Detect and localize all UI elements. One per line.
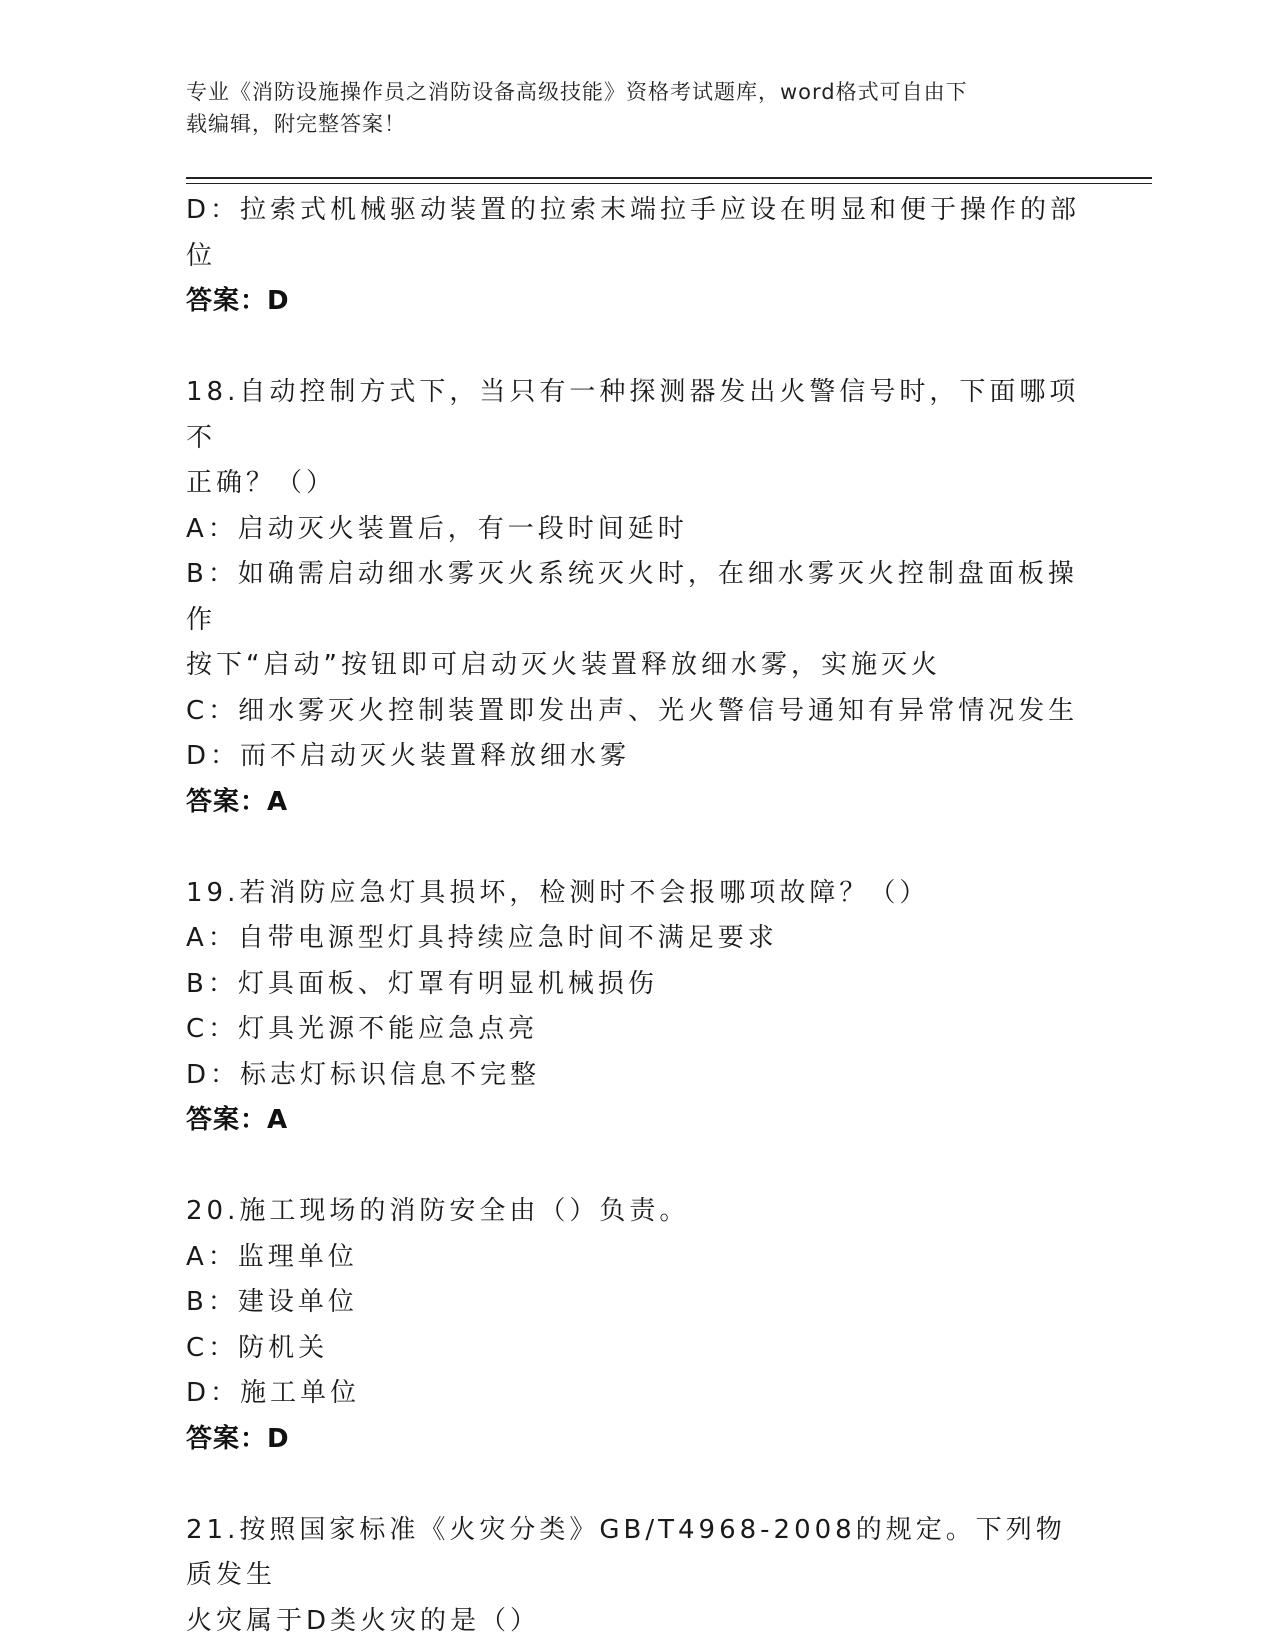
question-19-number: 19. [186, 877, 240, 908]
question-18 [186, 370, 1086, 825]
question-19-answer: 答案：A [186, 1105, 289, 1135]
spacer [186, 1462, 1086, 1508]
question-20-option-b: B：建设单位 [186, 1287, 358, 1317]
question-19-text-line-1: 19.若消防应急灯具损坏，检测时不会报哪项故障？（） [186, 877, 930, 908]
question-18-text-line-1: 18.自动控制方式下，当只有一种探测器发出火警信号时，下面哪项不 [186, 377, 1080, 453]
question-list [186, 188, 1086, 1644]
spacer [186, 825, 1086, 871]
question-19-option-a: A：自带电源型灯具持续应急时间不满足要求 [186, 923, 778, 953]
question-20-option-d: D：施工单位 [186, 1378, 361, 1408]
question-18-option-b-line-2: 按下“启动”按钮即可启动灭火装置释放细水雾，实施灭火 [186, 650, 941, 680]
header-rule-thin [186, 183, 1152, 184]
header-line-2: 载编辑，附完整答案！ [186, 112, 406, 136]
prev-question-option-d: D：拉索式机械驱动装置的拉索末端拉手应设在明显和便于操作的部位 [186, 195, 1081, 271]
question-21-text-line-2: 火灾属于D类火灾的是（） [186, 1605, 541, 1636]
prev-question-answer: 答案：D [186, 286, 290, 316]
spacer [186, 1144, 1086, 1190]
question-18-option-a: A：启动灭火装置后，有一段时间延时 [186, 513, 688, 544]
document-header [186, 76, 1066, 140]
question-21-number: 21. [186, 1514, 240, 1545]
question-19-option-c: C：灯具光源不能应急点亮 [186, 1014, 539, 1044]
question-18-number: 18. [186, 377, 240, 407]
question-20-text-line-1: 20.施工现场的消防安全由（）负责。 [186, 1196, 690, 1226]
question-19-option-b: B：灯具面板、灯罩有明显机械损伤 [186, 968, 658, 999]
question-20-answer: 答案：D [186, 1423, 290, 1454]
question-18-option-c: C：细水雾灭火控制装置即发出声、光火警信号通知有异常情况发生 [186, 695, 1079, 726]
question-20 [186, 1189, 1086, 1462]
question-19-option-d: D：标志灯标识信息不完整 [186, 1059, 541, 1090]
question-20-number: 20. [186, 1196, 240, 1226]
question-18-answer: 答案：A [186, 786, 289, 817]
question-19 [186, 871, 1086, 1144]
question-18-option-d: D：而不启动灭火装置释放细水雾 [186, 741, 631, 771]
question-18-text-line-2: 正确？（） [186, 468, 337, 498]
question-18-option-b-line-1: B：如确需启动细水雾灭火系统灭火时，在细水雾灭火控制盘面板操作 [186, 559, 1078, 635]
question-21 [186, 1508, 1086, 1645]
header-rule-thick [186, 177, 1152, 179]
header-line-1: 专业《消防设施操作员之消防设备高级技能》资格考试题库，word格式可自由下 [186, 80, 968, 104]
question-21-text-line-1: 21.按照国家标准《火灾分类》GB/T4968-2008的规定。下列物质发生 [186, 1514, 1066, 1590]
question-20-option-a: A：监理单位 [186, 1241, 358, 1272]
question-20-option-c: C：防机关 [186, 1332, 329, 1363]
spacer [186, 325, 1086, 371]
